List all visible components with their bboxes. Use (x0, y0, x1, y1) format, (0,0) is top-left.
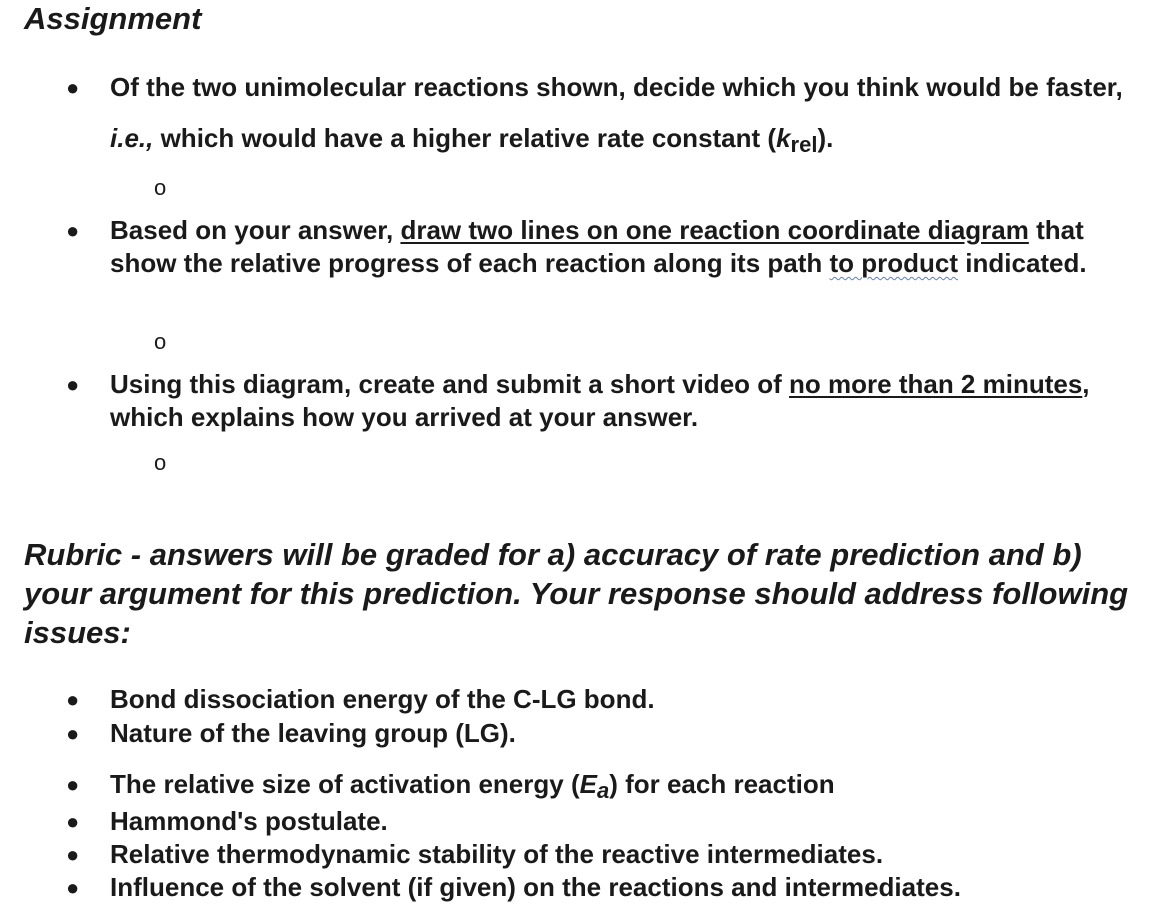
rate-constant-subscript: rel (790, 132, 818, 157)
underlined-limit: no more than 2 minutes (789, 369, 1083, 399)
underlined-instruction: draw two lines on one reaction coordinate diagram (400, 215, 1029, 245)
bullet: ● (66, 721, 80, 746)
item-text: which would have a higher relative rate constant ( (153, 123, 777, 153)
item-text: The relative size of activation energy ( (110, 769, 580, 799)
bullet: ● (66, 772, 80, 797)
item-text: Influence of the solvent (if given) on the reactions and intermediates. (110, 872, 961, 902)
activation-energy-subscript: a (596, 778, 610, 803)
sub-bullet-empty: o (154, 175, 167, 200)
sub-bullet-empty: o (154, 329, 167, 354)
bullet: ● (66, 687, 80, 712)
assignment-heading: Assignment (24, 1, 202, 36)
rubric-item-bde (66, 683, 1145, 716)
bullet: ● (66, 842, 80, 867)
bullet: ● (66, 875, 80, 900)
item-text: indicated. (958, 248, 1087, 278)
bullet: ● (66, 218, 80, 243)
item-text: that show the relative progress of each reaction along its path (110, 215, 1084, 278)
activation-energy-e: E (579, 769, 597, 799)
item-text: Relative thermodynamic stability of the reactive intermediates. (110, 839, 884, 869)
item-ie: i.e., (110, 123, 154, 153)
item-text: ) for each reaction (609, 769, 835, 799)
item-text: Hammond's postulate. (110, 806, 388, 836)
rubric-item-hammond (66, 805, 1145, 838)
spellcheck-phrase: to product (829, 248, 959, 278)
item-text: , which explains how you arrived at your answer. (110, 369, 1090, 432)
rubric-item-stability (66, 838, 1145, 871)
rubric-item-activation-energy (66, 768, 1145, 807)
assignment-item-rate (66, 62, 1145, 170)
item-text: Bond dissociation energy of the C-LG bond. (110, 684, 655, 714)
rate-constant-k: k (776, 123, 791, 153)
item-text: Of the two unimolecular reactions shown, decide which you think would be faster, (110, 72, 1123, 102)
rubric-item-solvent (66, 871, 1145, 904)
rubric-heading: Rubric - answers will be graded for a) accuracy of rate prediction and b) your argument for this prediction. Your response should address following issues: (24, 537, 1129, 650)
rubric-item-leaving-group (66, 717, 1145, 750)
item-text: Based on your answer, (110, 215, 401, 245)
assignment-item-diagram (66, 214, 1145, 280)
item-text: ). (817, 123, 834, 153)
bullet: ● (66, 809, 80, 834)
sub-bullet-empty: o (154, 450, 167, 475)
item-text: Using this diagram, create and submit a short video of (110, 369, 790, 399)
bullet: ● (66, 75, 80, 100)
assignment-item-video (66, 368, 1145, 434)
item-text: Nature of the leaving group (LG). (110, 718, 516, 748)
bullet: ● (66, 372, 80, 397)
